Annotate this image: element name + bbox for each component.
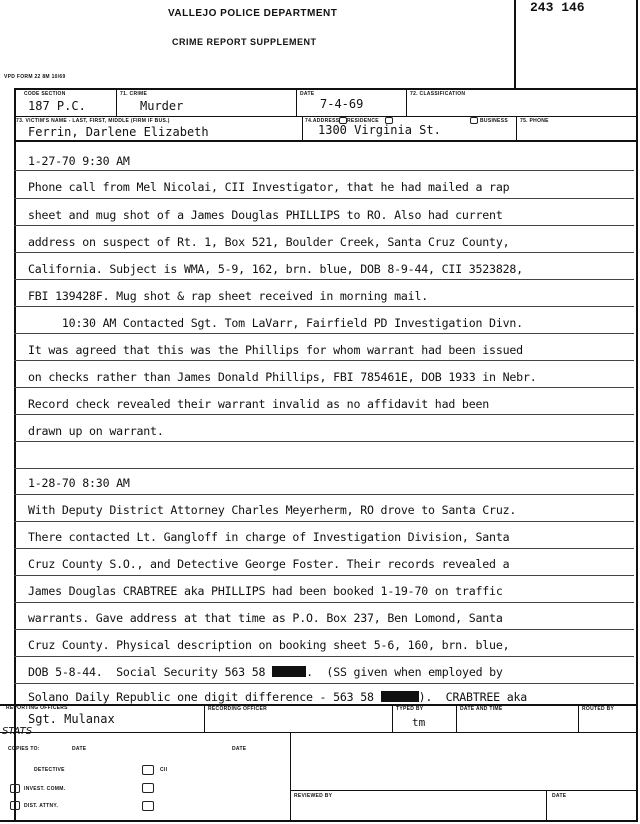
- cii-checkbox[interactable]: [142, 765, 154, 775]
- ruled-line: [14, 387, 634, 388]
- narrative-line: Cruz County. Physical description on booking sheet 5-6, 160, brn. blue,: [28, 638, 510, 652]
- ruled-line: [14, 333, 634, 334]
- cell-divider: [392, 704, 393, 732]
- ruled-line: [14, 656, 634, 657]
- reporting-officers-label: REPORTING OFFICERS: [6, 705, 68, 711]
- reporting-officer-value: Sgt. Mulanax: [28, 712, 115, 726]
- extra-checkbox-1[interactable]: [142, 783, 154, 793]
- phone-label: 75. PHONE: [520, 118, 549, 124]
- ruled-line: [14, 198, 634, 199]
- business-label: BUSINESS: [480, 118, 508, 124]
- redaction-block: [272, 666, 306, 677]
- victim-name: Ferrin, Darlene Elizabeth: [28, 125, 209, 139]
- ruled-line: [14, 468, 634, 469]
- narrative-line: There contacted Lt. Gangloff in charge of Investigation Division, Santa: [28, 530, 510, 544]
- narrative-line: James Douglas CRABTREE aka PHILLIPS had been booked 1-19-70 on traffic: [28, 584, 503, 598]
- report-number: 243 146: [530, 0, 585, 15]
- date-value: 7-4-69: [320, 97, 364, 111]
- code-section-label: CODE SECTION: [24, 91, 66, 97]
- row-divider: [14, 116, 638, 117]
- address-label: 74.ADDRESS: [305, 118, 340, 124]
- date-label: DATE: [300, 91, 315, 97]
- crime-value: Murder: [140, 99, 184, 113]
- last-line-suffix: ). CRABTREE aka: [418, 690, 528, 704]
- dist-attny-checkbox[interactable]: [10, 801, 20, 810]
- ruled-line: [14, 252, 634, 253]
- ruled-line: [14, 494, 634, 495]
- narrative-line: 10:30 AM Contacted Sgt. Tom LaVarr, Fairfield PD Investigation Divn.: [28, 316, 523, 330]
- typed-by-value: tm: [412, 716, 426, 729]
- dist-attny-label: DIST. ATTNY.: [24, 803, 59, 809]
- form-id: VPD FORM 22 8M 10/69: [4, 74, 66, 80]
- ss-line-suffix: . (SS given when employed by: [306, 665, 503, 679]
- ruled-line: [14, 441, 634, 442]
- reviewed-date-label: DATE: [552, 793, 567, 799]
- narrative-line: FBI 139428F. Mug shot & rap sheet received in morning mail.: [28, 289, 429, 303]
- department-name: VALLEJO POLICE DEPARTMENT: [168, 8, 338, 19]
- cii-label: CII: [160, 767, 168, 773]
- cell-divider: [116, 88, 117, 116]
- copies-date-label-2: DATE: [232, 746, 247, 752]
- ss-line-prefix: DOB 5-8-44. Social Security 563 58: [28, 665, 273, 679]
- ruled-line: [14, 170, 634, 171]
- invest-comm-label: INVEST. COMM.: [24, 786, 66, 792]
- right-border: [636, 0, 638, 822]
- narrative-line-last: [28, 690, 527, 704]
- routed-by-label: ROUTED BY: [582, 706, 615, 712]
- form-title: CRIME REPORT SUPPLEMENT: [172, 37, 317, 47]
- ruled-line: [14, 548, 634, 549]
- narrative-line: on checks rather than James Donald Phillips, FBI 785461E, DOB 1933 in Nebr.: [28, 370, 537, 384]
- narrative-line: 1-28-70 8:30 AM: [28, 476, 130, 490]
- narrative-line: With Deputy District Attorney Charles Meyerherm, RO drove to Santa Cruz.: [28, 503, 517, 517]
- narrative-line: It was agreed that this was the Phillips for whom warrant had been issued: [28, 343, 523, 357]
- extra-checkbox-2[interactable]: [142, 801, 154, 811]
- cell-divider: [296, 88, 297, 116]
- victim-label: 73. VICTIM'S NAME - LAST, FIRST, MIDDLE (FIRM IF BUS.): [16, 118, 170, 124]
- cell-divider: [204, 704, 205, 732]
- residence-label: RESIDENCE: [347, 118, 379, 124]
- narrative-line: address on suspect of Rt. 1, Box 521, Boulder Creek, Santa Cruz County,: [28, 235, 510, 249]
- row-divider: [14, 140, 638, 142]
- stats-handwriting: STATS: [2, 726, 33, 737]
- cell-divider: [406, 88, 407, 116]
- invest-comm-checkbox[interactable]: [10, 784, 20, 793]
- bottom-border: [0, 820, 638, 822]
- header-divider: [14, 88, 638, 90]
- narrative-line-ss: [28, 665, 503, 679]
- typed-by-label: TYPED BY: [396, 706, 424, 712]
- detective-label: DETECTIVE: [34, 767, 65, 773]
- narrative-line: Cruz County S.O., and Detective George Foster. Their records revealed a: [28, 557, 510, 571]
- ruled-line: [14, 306, 634, 307]
- cell-divider: [578, 704, 579, 732]
- cell-divider: [456, 704, 457, 732]
- report-number-box-border: [514, 0, 516, 88]
- ruled-line: [14, 521, 634, 522]
- cell-divider: [516, 116, 517, 140]
- ruled-line: [14, 279, 634, 280]
- last-line-prefix: Solano Daily Republic one digit difference - 563 58: [28, 690, 381, 704]
- classification-label: 72. CLASSIFICATION: [410, 91, 466, 97]
- code-section-value: 187 P.C.: [28, 99, 86, 113]
- narrative-line: 1-27-70 9:30 AM: [28, 154, 130, 168]
- address-value: 1300 Virginia St.: [318, 123, 441, 137]
- cell-divider: [302, 116, 303, 140]
- recording-officer-label: RECORDING OFFICER: [208, 706, 267, 712]
- narrative-line: California. Subject is WMA, 5-9, 162, brn. blue, DOB 8-9-44, CII 3523828,: [28, 262, 523, 276]
- ruled-line: [14, 575, 634, 576]
- ruled-line: [14, 414, 634, 415]
- footer-top-border: [0, 704, 638, 706]
- narrative-line: Record check revealed their warrant invalid as no affidavit had been: [28, 397, 490, 411]
- date-time-label: DATE AND TIME: [460, 706, 503, 712]
- cell-divider: [546, 790, 547, 822]
- narrative-line: sheet and mug shot of a James Douglas PHILLIPS to RO. Also had current: [28, 208, 503, 222]
- narrative-line: drawn up on warrant.: [28, 424, 164, 438]
- cell-divider: [290, 732, 291, 822]
- crime-label: 71. CRIME: [120, 91, 148, 97]
- ruled-line: [14, 360, 634, 361]
- narrative-line: Phone call from Mel Nicolai, CII Investigator, that he had mailed a rap: [28, 180, 510, 194]
- ruled-line: [14, 225, 634, 226]
- copies-to-label: COPIES TO:: [8, 746, 40, 752]
- copies-date-label: DATE: [72, 746, 87, 752]
- narrative-line: warrants. Gave address at that time as P.O. Box 237, Ben Lomond, Santa: [28, 611, 503, 625]
- ruled-line: [14, 602, 634, 603]
- ruled-line: [14, 629, 634, 630]
- business-checkbox[interactable]: [470, 117, 478, 124]
- row-divider: [290, 790, 638, 791]
- row-divider: [0, 732, 638, 733]
- reviewed-by-label: REVIEWED BY: [294, 793, 333, 799]
- redaction-block: [381, 691, 419, 702]
- ruled-line: [14, 683, 634, 684]
